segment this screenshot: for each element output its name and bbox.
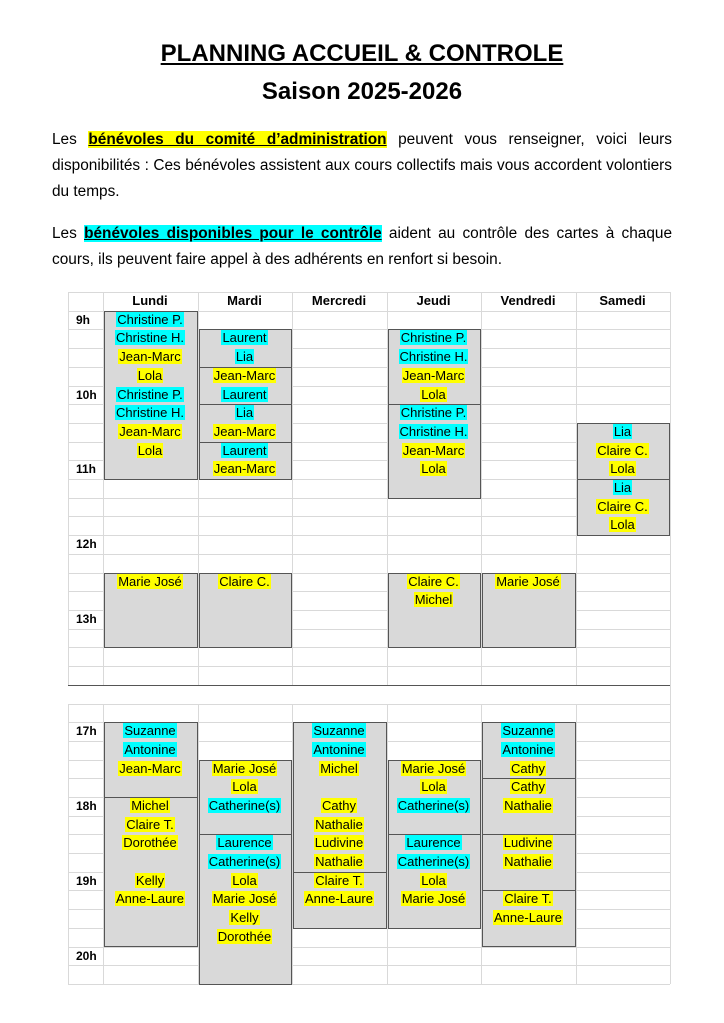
grid-column-line: [576, 292, 577, 984]
volunteer-name: [390, 834, 478, 853]
admin-volunteer: Nathalie: [504, 854, 552, 869]
volunteer-name: [295, 834, 383, 853]
grid-column-line: [670, 292, 671, 984]
page-title: PLANNING ACCUEIL & CONTROLE: [160, 40, 564, 67]
admin-volunteer: Cathy: [511, 760, 545, 776]
admin-volunteer: Lola: [421, 779, 446, 795]
admin-volunteer: Claire T.: [126, 816, 174, 832]
volunteer-name: [201, 404, 289, 423]
admin-volunteer: Jean-Marc: [119, 760, 181, 776]
volunteer-name: [579, 423, 667, 442]
volunteer-name: [201, 834, 289, 853]
volunteer-name: [579, 460, 667, 479]
time-label: 19h: [76, 873, 97, 888]
admin-volunteer: Lola: [232, 872, 257, 888]
intro-text: Les: [52, 131, 89, 148]
schedule-gap-separator: [68, 685, 670, 706]
controle-volunteer: Lia: [235, 405, 254, 421]
grid-row-line: [68, 984, 670, 985]
volunteer-name: [390, 573, 478, 592]
admin-volunteer: Anne-Laure: [116, 891, 184, 907]
admin-volunteer: Cathy: [511, 779, 545, 795]
volunteer-name: [390, 386, 478, 405]
admin-volunteer: Michel: [414, 592, 453, 608]
volunteer-name: [201, 797, 289, 816]
admin-volunteer: Nathalie: [315, 816, 363, 832]
time-label: 18h: [76, 798, 97, 813]
admin-volunteer: Nathalie: [504, 797, 552, 813]
intro-text: peuvent vous renseigner, voici leurs disponibilités : Ces bénévoles assistent aux cours collectifs mais vous accordent volontiers du temps.: [52, 131, 673, 200]
controle-volunteer: Suzanne: [502, 723, 554, 739]
admin-volunteer: Jean-Marc: [402, 367, 465, 383]
admin-volunteer: Lola: [421, 461, 446, 477]
time-label: 9h: [76, 312, 91, 327]
volunteer-name: [201, 386, 289, 405]
volunteer-name: [390, 853, 478, 872]
volunteer-name: [106, 386, 194, 405]
volunteer-name: [484, 573, 572, 592]
volunteer-name: [201, 853, 289, 872]
day-header-mardi: Mardi: [227, 293, 262, 308]
volunteer-name: [390, 778, 478, 797]
volunteer-name: [201, 778, 289, 797]
admin-volunteer: Lola: [137, 367, 163, 383]
admin-volunteer: Claire C.: [597, 442, 648, 458]
admin-volunteer: Dorothée: [217, 928, 272, 944]
volunteer-name: [390, 367, 478, 386]
admin-volunteer: Marie José: [496, 573, 560, 589]
volunteer-name: [201, 423, 289, 442]
volunteer-name: [579, 516, 667, 535]
volunteer-name: [201, 367, 289, 386]
controle-volunteer: Suzanne: [124, 723, 176, 739]
day-header-lundi: Lundi: [132, 293, 168, 308]
volunteer-name: [295, 872, 383, 891]
admin-volunteer: Ludivine: [503, 835, 553, 851]
volunteer-name: [106, 311, 194, 330]
volunteer-name: [295, 853, 383, 872]
admin-volunteer: Dorothée: [123, 835, 177, 851]
controle-volunteer: Christine P.: [117, 311, 183, 327]
admin-volunteer: Marie José: [118, 573, 182, 589]
volunteer-name: [295, 760, 383, 779]
volunteer-name: [390, 890, 478, 909]
grid-row-line: [68, 666, 670, 667]
day-header-mercredi: Mercredi: [311, 293, 367, 308]
volunteer-name: [390, 591, 478, 610]
volunteer-name: [390, 760, 478, 779]
grid-row-line: [68, 965, 670, 966]
admin-volunteer: Claire C.: [219, 573, 270, 589]
volunteer-name: [484, 741, 572, 760]
controle-volunteers-highlight: bénévoles disponibles pour le contrôle: [84, 225, 382, 242]
admin-volunteer: Marie José: [401, 760, 466, 776]
controle-volunteer: Laurence: [217, 835, 272, 851]
volunteer-name: [390, 348, 478, 367]
volunteer-name: [579, 442, 667, 461]
volunteer-name: [106, 329, 194, 348]
controle-volunteer: Antonine: [124, 741, 176, 757]
controle-volunteer: Christine P.: [400, 330, 467, 346]
admin-volunteer: Lola: [421, 386, 446, 402]
volunteer-name: [295, 722, 383, 741]
volunteer-name: [106, 816, 194, 835]
grid-row-line: [68, 554, 670, 555]
volunteer-name: [484, 909, 572, 928]
admin-volunteer: Jean-Marc: [213, 367, 276, 383]
controle-volunteer: Laurent: [222, 386, 267, 402]
volunteer-name: [484, 722, 572, 741]
controle-volunteer: Laurent: [222, 442, 267, 458]
admin-volunteer: Lola: [610, 517, 635, 533]
time-label: 11h: [76, 462, 97, 477]
admin-volunteer: Marie José: [212, 760, 277, 776]
admin-volunteer: Claire T.: [504, 891, 552, 907]
volunteer-name: [390, 329, 478, 348]
volunteer-name: [106, 722, 194, 741]
controle-volunteer: Laurent: [222, 330, 267, 346]
admin-volunteer: Claire C.: [597, 498, 648, 514]
admin-volunteers-highlight: bénévoles du comité d’administration: [88, 131, 387, 148]
volunteer-name: [201, 760, 289, 779]
controle-volunteer: Catherine(s): [397, 797, 470, 813]
volunteer-name: [390, 404, 478, 423]
day-header-samedi: Samedi: [599, 293, 646, 308]
volunteer-name: [106, 760, 194, 779]
admin-volunteer: Kelly: [135, 872, 165, 888]
volunteer-name: [484, 760, 572, 779]
volunteer-name: [201, 909, 289, 928]
admin-volunteer: Kelly: [230, 910, 259, 926]
volunteer-name: [390, 423, 478, 442]
controle-volunteer: Lia: [613, 480, 632, 495]
admin-volunteer: Michel: [320, 760, 358, 776]
admin-volunteer: Jean-Marc: [213, 423, 276, 439]
controle-volunteer: Christine H.: [116, 330, 184, 346]
time-label: 13h: [76, 611, 97, 626]
admin-volunteer: Jean-Marc: [119, 349, 181, 365]
time-label: 17h: [76, 724, 97, 739]
controle-volunteer: Christine H.: [399, 423, 468, 439]
controle-volunteer: Christine P.: [117, 386, 183, 402]
volunteer-name: [295, 741, 383, 760]
grid-column-line: [68, 292, 69, 984]
day-header-jeudi: Jeudi: [416, 293, 451, 308]
admin-volunteer: Michel: [131, 797, 169, 813]
admin-volunteer: Anne-Laure: [494, 910, 562, 926]
controle-volunteer: Christine H.: [399, 349, 468, 365]
admin-volunteer: Ludivine: [314, 835, 364, 851]
controle-volunteer: Catherine(s): [208, 797, 281, 813]
volunteer-name: [106, 404, 194, 423]
volunteer-name: [106, 834, 194, 853]
day-header-vendredi: Vendredi: [500, 293, 556, 308]
time-label: 20h: [76, 948, 97, 963]
volunteer-name: [484, 797, 572, 816]
volunteer-name: [295, 890, 383, 909]
admin-volunteer: Marie José: [401, 891, 466, 907]
controle-volunteer: Christine P.: [400, 405, 467, 421]
page-subtitle: Saison 2025-2026: [261, 78, 463, 105]
admin-volunteer: Nathalie: [315, 854, 363, 869]
volunteer-name: [390, 797, 478, 816]
controle-volunteer: Lia: [613, 423, 632, 439]
volunteer-name: [579, 498, 667, 517]
volunteer-name: [106, 890, 194, 909]
admin-volunteer: Claire C.: [408, 573, 459, 589]
intro-text: aident au contrôle des cartes à chaque cours, ils peuvent faire appel à des adhérents en renfort si besoin.: [52, 225, 673, 268]
volunteer-name: [484, 834, 572, 853]
controle-volunteer: Suzanne: [313, 723, 365, 739]
admin-volunteer: Jean-Marc: [119, 423, 181, 439]
volunteer-name: [106, 348, 194, 367]
volunteer-name: [106, 367, 194, 386]
intro-text: Les: [52, 225, 85, 242]
volunteer-name: [295, 816, 383, 835]
volunteer-name: [201, 890, 289, 909]
volunteer-name: [390, 872, 478, 891]
volunteer-name: [390, 460, 478, 479]
volunteer-name: [201, 348, 289, 367]
volunteer-name: [106, 872, 194, 891]
controle-volunteer: Catherine(s): [397, 854, 470, 869]
controle-volunteer: Lia: [235, 349, 254, 365]
volunteer-name: [484, 778, 572, 797]
volunteer-name: [201, 573, 289, 592]
admin-volunteer: Lola: [137, 442, 163, 458]
volunteer-name: [201, 872, 289, 891]
intro-paragraph-admin: [52, 127, 672, 205]
admin-volunteer: Marie José: [212, 891, 277, 907]
time-label: 10h: [76, 387, 97, 402]
controle-volunteer: Antonine: [502, 741, 554, 757]
admin-volunteer: Jean-Marc: [402, 442, 465, 458]
volunteer-name: [106, 423, 194, 442]
volunteer-name: [295, 797, 383, 816]
controle-volunteer: Catherine(s): [208, 854, 281, 869]
volunteer-name: [201, 460, 289, 479]
admin-volunteer: Lola: [610, 461, 635, 477]
intro-paragraph-controle: [52, 221, 672, 273]
volunteer-name: [106, 741, 194, 760]
admin-volunteer: Anne-Laure: [305, 891, 373, 907]
admin-volunteer: Jean-Marc: [213, 461, 276, 477]
controle-volunteer: Antonine: [313, 741, 365, 757]
volunteer-name: [106, 442, 194, 461]
controle-volunteer: Laurence: [406, 835, 461, 851]
volunteer-name: [201, 442, 289, 461]
time-label: 12h: [76, 537, 97, 552]
volunteer-name: [106, 573, 194, 592]
controle-volunteer: Christine H.: [116, 405, 184, 421]
volunteer-name: [201, 928, 289, 947]
volunteer-name: [484, 890, 572, 909]
volunteer-name: [201, 329, 289, 348]
admin-volunteer: Lola: [421, 872, 446, 888]
volunteer-name: [390, 442, 478, 461]
volunteer-name: [579, 479, 667, 498]
volunteer-name: [484, 853, 572, 872]
admin-volunteer: Claire T.: [315, 872, 363, 888]
volunteer-name: [106, 797, 194, 816]
admin-volunteer: Cathy: [322, 797, 356, 813]
admin-volunteer: Lola: [232, 779, 257, 795]
